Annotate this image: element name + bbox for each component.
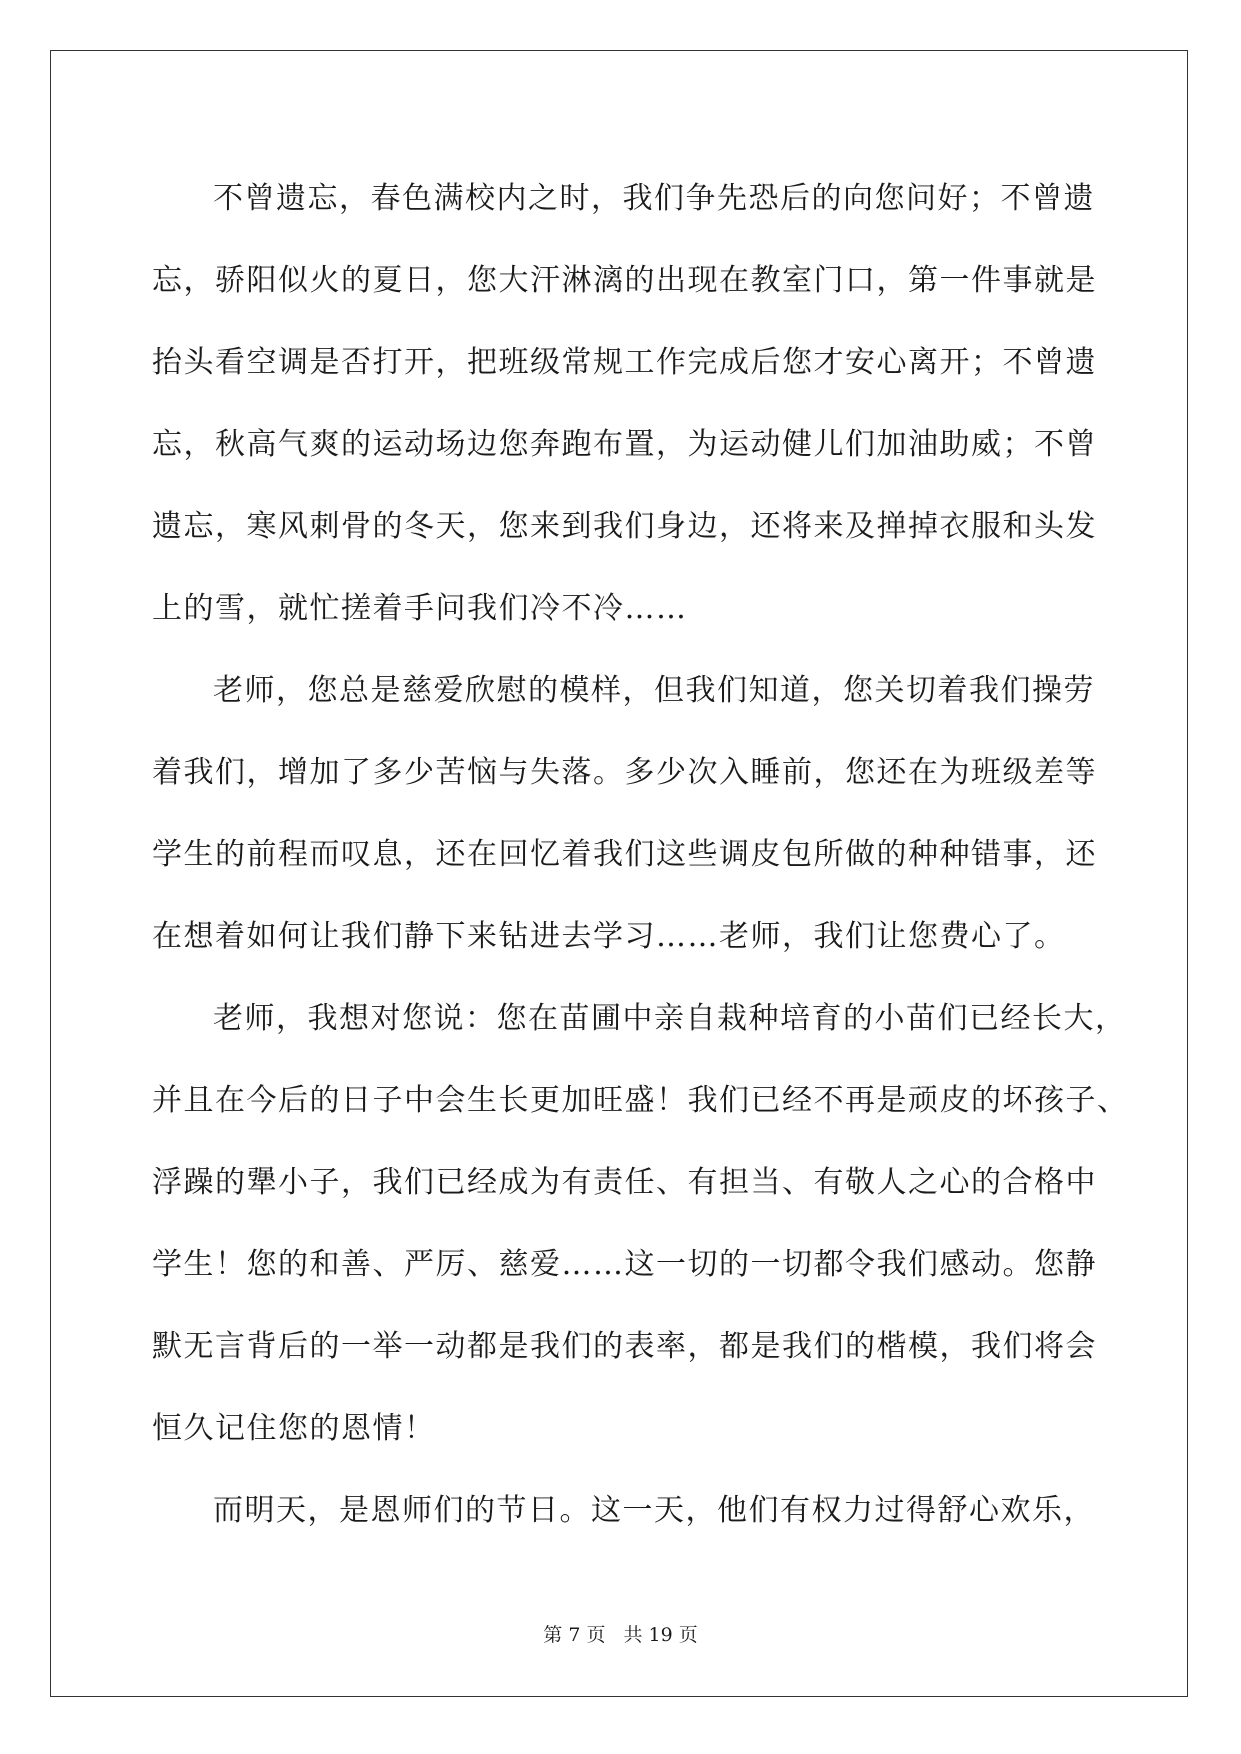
page-number: 第 7 页 bbox=[543, 1624, 606, 1646]
text-line: 上的雪，就忙搓着手问我们冷不冷…… bbox=[152, 591, 688, 626]
text-line: 忘，骄阳似火的夏日，您大汗淋漓的出现在教室门口，第一件事就是 bbox=[152, 263, 1097, 298]
text-line: 学生的前程而叹息，还在回忆着我们这些调皮包所做的种种错事，还 bbox=[152, 837, 1097, 872]
page-footer bbox=[0, 1620, 1241, 1647]
text-line: 老师，我想对您说：您在苗圃中亲自栽种培育的小苗们已经长大， bbox=[213, 1001, 1127, 1036]
text-line: 在想着如何让我们静下来钻进去学习……老师，我们让您费心了。 bbox=[152, 919, 1066, 954]
text-line: 抬头看空调是否打开，把班级常规工作完成后您才安心离开；不曾遗 bbox=[152, 345, 1097, 380]
page-total: 共 19 页 bbox=[623, 1624, 698, 1646]
document-body bbox=[152, 158, 1129, 1552]
text-line: 学生！您的和善、严厉、慈爱……这一切的一切都令我们感动。您静 bbox=[152, 1247, 1097, 1282]
text-line: 浮躁的犟小子，我们已经成为有责任、有担当、有敬人之心的合格中 bbox=[152, 1165, 1097, 1200]
text-line: 恒久记住您的恩情！ bbox=[152, 1411, 436, 1446]
text-line: 并且在今后的日子中会生长更加旺盛！我们已经不再是顽皮的坏孩子、 bbox=[152, 1083, 1129, 1118]
text-line: 默无言背后的一举一动都是我们的表率，都是我们的楷模，我们将会 bbox=[152, 1329, 1097, 1364]
text-line: 不曾遗忘，春色满校内之时，我们争先恐后的向您问好；不曾遗 bbox=[213, 181, 1095, 216]
text-line: 忘，秋高气爽的运动场边您奔跑布置，为运动健儿们加油助威；不曾 bbox=[152, 427, 1097, 462]
text-line: 老师，您总是慈爱欣慰的模样，但我们知道，您关切着我们操劳 bbox=[213, 673, 1095, 708]
text-line: 着我们，增加了多少苦恼与失落。多少次入睡前，您还在为班级差等 bbox=[152, 755, 1097, 790]
text-line: 遗忘，寒风刺骨的冬天，您来到我们身边，还将来及掸掉衣服和头发 bbox=[152, 509, 1097, 544]
text-line: 而明天，是恩师们的节日。这一天，他们有权力过得舒心欢乐， bbox=[213, 1493, 1095, 1528]
